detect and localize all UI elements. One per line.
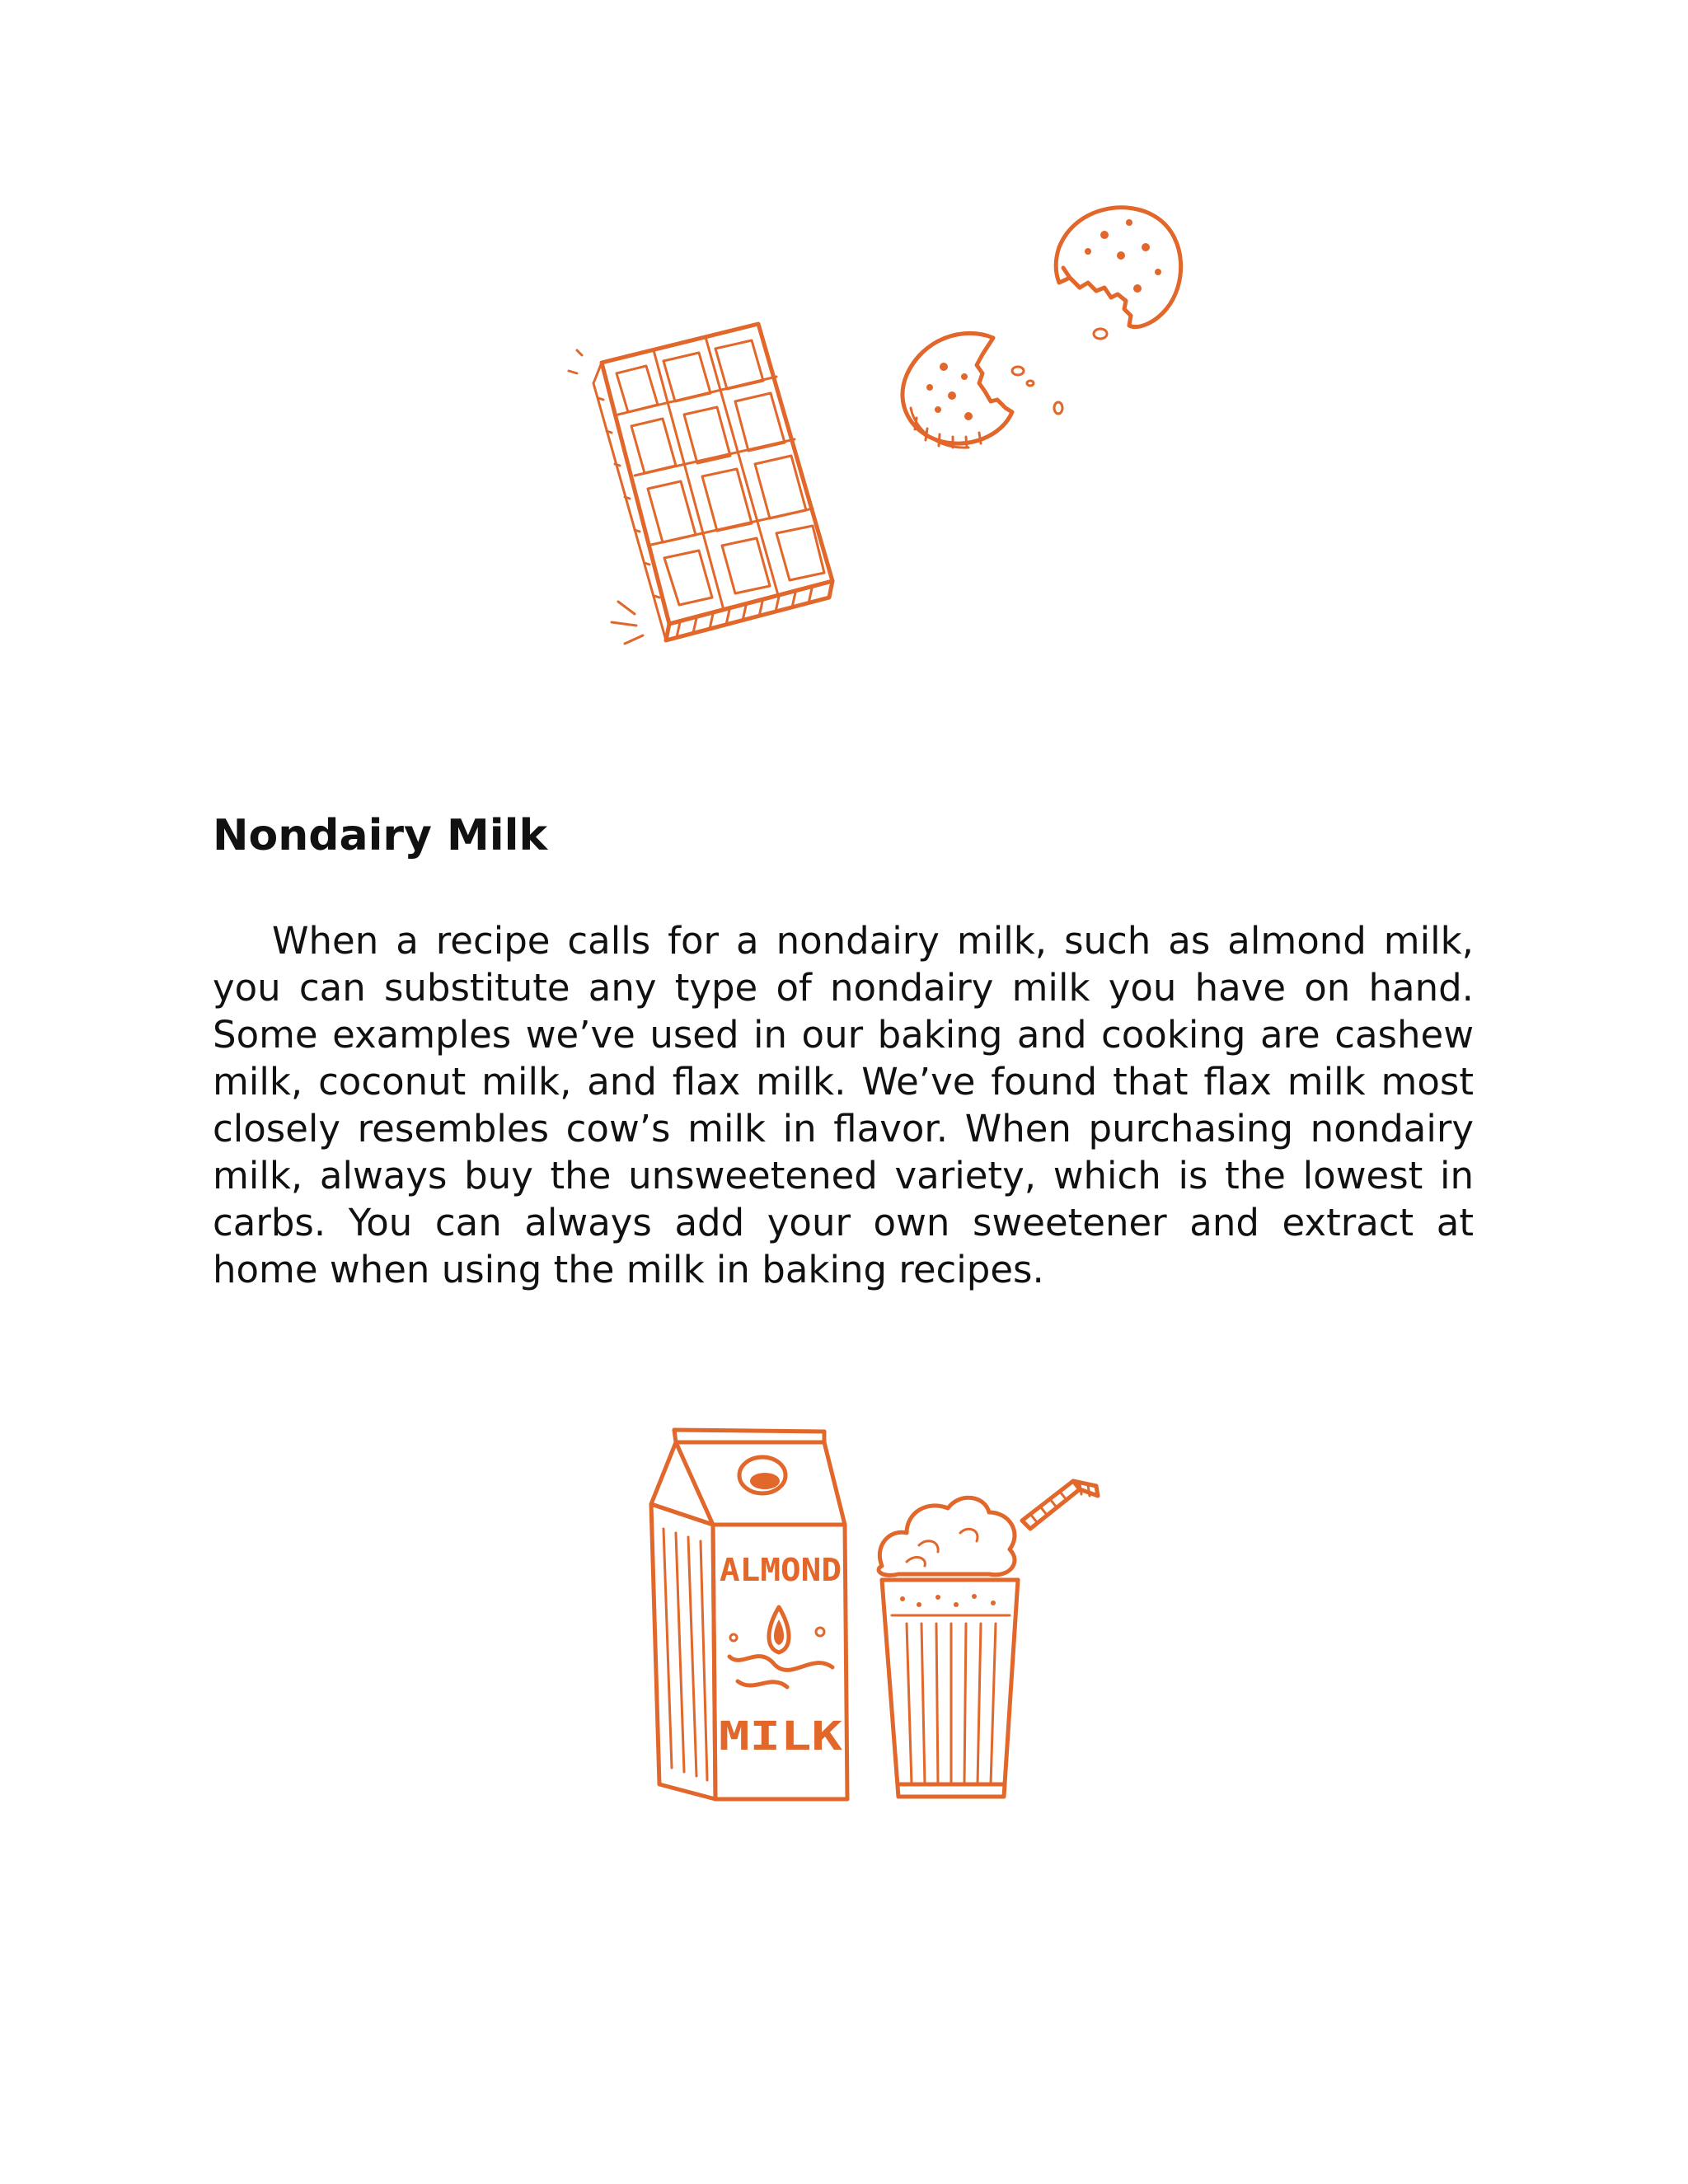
carton-label-bottom: MILK (719, 1713, 843, 1760)
chocolate-bar-icon (569, 324, 832, 644)
milkshake-glass-icon (879, 1481, 1098, 1797)
almond-milk-carton-icon (651, 1430, 847, 1799)
bottom-illustration (635, 1422, 1129, 1817)
body-paragraph: When a recipe calls for a nondairy milk, such as almond milk, you can substitute any type of nondairy milk you have on hand. Some examples we’ve used in our baking and cooking are cashew milk, coconut milk, and flax milk. We’ve found that flax milk most closely resembles cow’s milk in flavor. When purchasing nondairy milk, always buy the unsweetened variety, which is the lowest in carbs. You can always add your own sweetener and extract at home when using the milk in baking recipes. (213, 919, 1474, 1291)
carton-label-top: ALMOND (720, 1552, 842, 1588)
section-heading: Nondairy Milk (213, 811, 548, 860)
top-illustration (560, 185, 1220, 680)
bitten-cookie-icon (903, 208, 1181, 448)
